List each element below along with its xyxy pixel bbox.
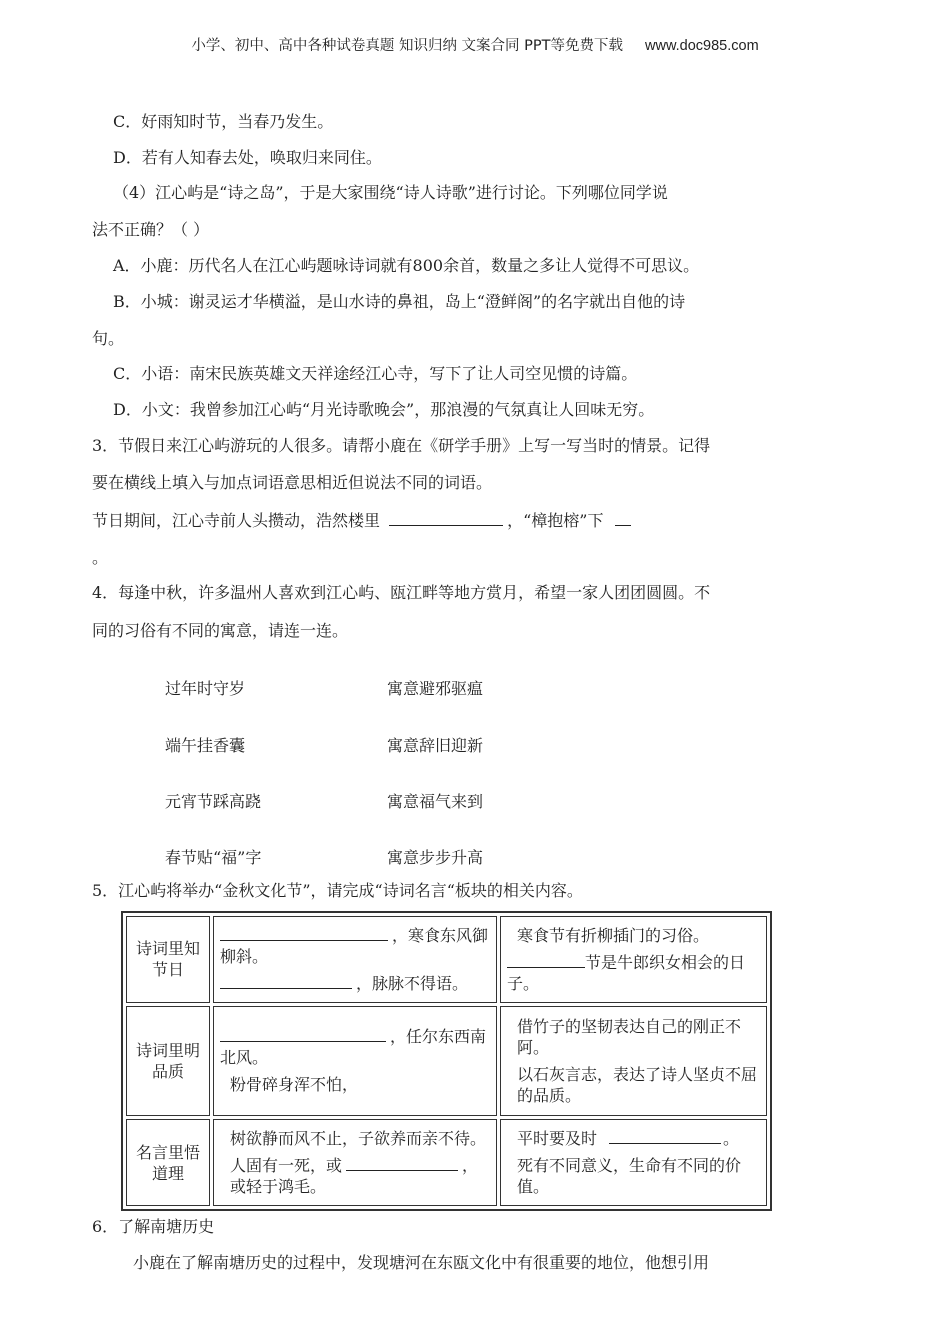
row-poem-cell xyxy=(213,1006,497,1116)
q2-sub4-option-b-line1: B．小城：谢灵运才华横溢，是山水诗的鼻祖，岛上“澄鲜阁”的名字就出自他的诗 xyxy=(113,292,686,311)
header-site: www.doc985.com xyxy=(645,38,759,54)
page-header xyxy=(0,34,950,55)
q2-sub4-option-d: D．小文：我曾参加江心屿“月光诗歌晚会”，那浪漫的气氛真让人回味无穷。 xyxy=(113,400,655,419)
q3-answer-blank-1[interactable] xyxy=(389,511,503,526)
table-row xyxy=(126,1119,767,1206)
note-text: 平时要及时 xyxy=(517,1129,598,1148)
meaning-item[interactable]: 寓意福气来到 xyxy=(387,792,484,811)
poem-text: 树欲静而风不止，子欲养而亲不待。 xyxy=(230,1129,487,1148)
poem-text: ，或轻于鸿毛。 xyxy=(230,1156,479,1196)
poetry-table xyxy=(121,911,772,1211)
note-text: 死有不同意义，生命有不同的价值。 xyxy=(517,1156,742,1196)
meaning-item[interactable]: 寓意辞旧迎新 xyxy=(387,736,484,755)
answer-blank[interactable] xyxy=(220,926,388,941)
q6-title: 6．了解南塘历史 xyxy=(92,1217,215,1236)
row-category: 诗词里知节日 xyxy=(126,916,210,1003)
q3-line3-text-b: ，“樟抱榕”下 xyxy=(507,511,604,530)
row-category: 名言里悟道理 xyxy=(126,1119,210,1206)
custom-item[interactable]: 过年时守岁 xyxy=(165,679,246,698)
q3-line2: 要在横线上填入与加点词语意思相近但说法不同的词语。 xyxy=(92,473,493,492)
q2-sub4-option-a: A．小鹿：历代名人在江心屿题咏诗词就有800余首，数量之多让人觉得不可思议。 xyxy=(113,256,700,275)
row-note-cell xyxy=(500,916,767,1003)
q2-option-d: D．若有人知春去处，唤取归来同住。 xyxy=(113,148,382,167)
meaning-item[interactable]: 寓意避邪驱瘟 xyxy=(387,679,484,698)
q3-line3 xyxy=(92,511,631,531)
row-note-cell xyxy=(500,1119,767,1206)
q4-line1: 4．每逢中秋，许多温州人喜欢到江心屿、瓯江畔等地方赏月，希望一家人团团圆圆。不 xyxy=(92,583,711,602)
answer-blank[interactable] xyxy=(346,1156,458,1171)
poem-text: ，脉脉不得语。 xyxy=(356,973,469,993)
custom-item[interactable]: 端午挂香囊 xyxy=(165,736,246,755)
q5-title: 5．江心屿将举办“金秋文化节”，请完成“诗词名言“板块的相关内容。 xyxy=(92,881,583,900)
poem-text: ，任尔东西南北风。 xyxy=(220,1027,487,1068)
note-text: 借竹子的坚韧表达自己的刚正不阿。 xyxy=(517,1016,742,1057)
q3-answer-blank-2[interactable] xyxy=(615,511,631,526)
q2-option-c: C．好雨知时节，当春乃发生。 xyxy=(113,112,334,131)
header-text: 小学、初中、高中各种试卷真题 知识归纳 文案合同 PPT等免费下载 xyxy=(191,38,624,54)
note-text: 寒食节有折柳插门的习俗。 xyxy=(517,925,710,945)
row-poem-cell xyxy=(213,916,497,1003)
q3-line1: 3．节假日来江心屿游玩的人很多。请帮小鹿在《研学手册》上写一写当时的情景。记得 xyxy=(92,436,711,455)
q2-sub4-option-b-line2: 句。 xyxy=(92,329,125,348)
meaning-item[interactable]: 寓意步步升高 xyxy=(387,848,484,867)
q3-line4: 。 xyxy=(92,548,109,567)
q2-sub4-line1: （4）江心屿是“诗之岛”，于是大家围绕“诗人诗歌”进行讨论。下列哪位同学说 xyxy=(113,183,668,202)
q4-line2: 同的习俗有不同的寓意，请连一连。 xyxy=(92,621,349,640)
row-note-cell xyxy=(500,1006,767,1116)
q2-sub4-option-c: C．小语：南宋民族英雄文天祥途经江心寺，写下了让人司空见惯的诗篇。 xyxy=(113,364,638,383)
answer-blank[interactable] xyxy=(220,1027,386,1042)
table-row xyxy=(126,916,767,1003)
poem-text: ，寒食东风御柳斜。 xyxy=(220,925,489,966)
note-text: 节是牛郎织女相会的日子。 xyxy=(507,952,746,993)
q2-sub4-line2: 法不正确？（ ） xyxy=(92,220,210,239)
custom-item[interactable]: 春节贴“福”字 xyxy=(165,848,262,867)
answer-blank[interactable] xyxy=(609,1129,721,1144)
q3-line3-text-a: 节日期间，江心寺前人头攒动，浩然楼里 xyxy=(92,511,381,530)
poem-text: 粉骨碎身浑不怕， xyxy=(230,1075,359,1095)
note-text: 。 xyxy=(723,1129,740,1148)
answer-blank[interactable] xyxy=(507,953,585,968)
row-category: 诗词里明品质 xyxy=(126,1006,210,1116)
answer-blank[interactable] xyxy=(220,974,352,989)
q6-line1: 小鹿在了解南塘历史的过程中，发现塘河在东瓯文化中有很重要的地位，他想引用 xyxy=(133,1253,710,1272)
custom-item[interactable]: 元宵节踩高跷 xyxy=(165,792,262,811)
poem-text: 人固有一死，或 xyxy=(230,1156,343,1175)
note-text: 以石灰言志，表达了诗人坚贞不屈的品质。 xyxy=(517,1064,758,1105)
table-row xyxy=(126,1006,767,1116)
row-poem-cell xyxy=(213,1119,497,1206)
